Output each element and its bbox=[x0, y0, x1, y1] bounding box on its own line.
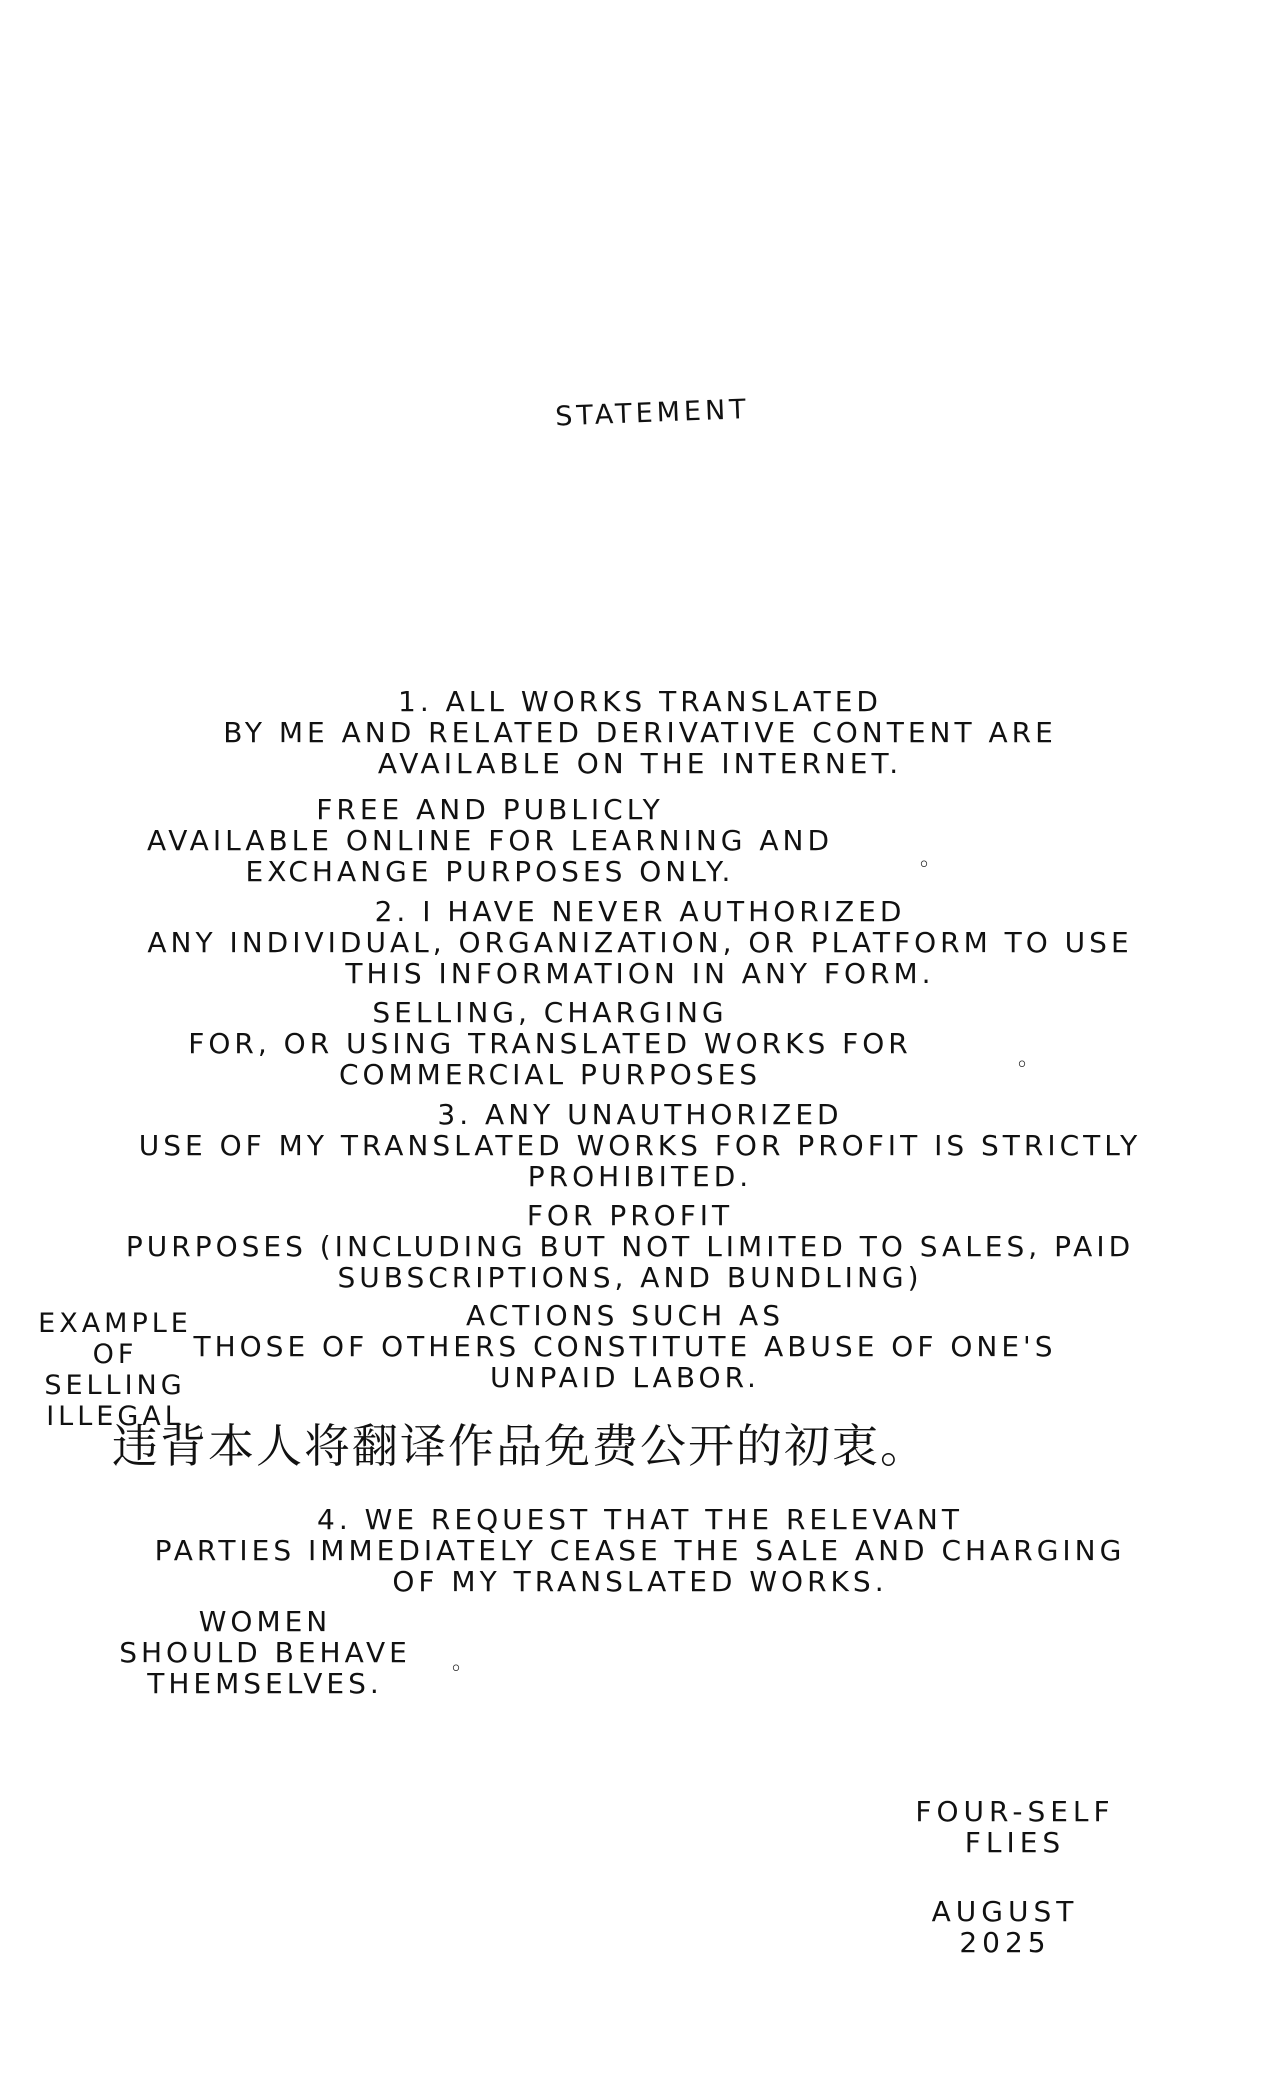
section-3-intro bbox=[130, 1099, 1150, 1192]
page-title-text: STATEMENT bbox=[554, 393, 751, 433]
text-line: OF MY TRANSLATED WORKS. bbox=[392, 1565, 888, 1598]
section-2-detail bbox=[170, 997, 930, 1090]
section-2-intro bbox=[140, 896, 1140, 989]
text-line: ANY INDIVIDUAL, ORGANIZATION, OR PLATFORM TO USE bbox=[147, 926, 1133, 959]
text-line: AVAILABLE ONLINE FOR LEARNING AND bbox=[146, 824, 834, 857]
text-line: THIS INFORMATION IN ANY FORM. bbox=[345, 957, 935, 990]
punctuation-mark: 。 bbox=[1018, 1046, 1041, 1071]
chinese-text-line: 违背本人将翻译作品免费公开的初衷。 bbox=[112, 1419, 928, 1473]
text-line: BY ME AND RELATED DERIVATIVE CONTENT ARE bbox=[223, 716, 1057, 749]
section-3-abuse bbox=[180, 1300, 1070, 1393]
text-line: FLIES bbox=[964, 1826, 1066, 1859]
text-line: FOUR-SELF bbox=[915, 1795, 1115, 1828]
page-title bbox=[0, 374, 1275, 454]
text-line: ACTIONS SUCH AS bbox=[466, 1299, 784, 1332]
text-line: FOR, OR USING TRANSLATED WORKS FOR bbox=[188, 1027, 912, 1060]
text-line: UNPAID LABOR. bbox=[490, 1361, 760, 1394]
section-1-detail bbox=[140, 794, 840, 887]
text-line: WOMEN bbox=[198, 1605, 332, 1638]
text-line: PURPOSES (INCLUDING BUT NOT LIMITED TO SALES, PAID bbox=[125, 1230, 1135, 1263]
text-line: SELLING, CHARGING bbox=[372, 996, 728, 1029]
punctuation-mark: 。 bbox=[452, 1650, 475, 1675]
text-line: THOSE OF OTHERS CONSTITUTE ABUSE OF ONE'S bbox=[193, 1330, 1057, 1363]
punctuation-mark: 。 bbox=[920, 846, 943, 871]
text-line: PROHIBITED. bbox=[527, 1160, 753, 1193]
text-line: SELLING bbox=[44, 1370, 186, 1401]
text-line: FREE AND PUBLICLY bbox=[316, 793, 664, 826]
text-line: OF bbox=[92, 1339, 138, 1370]
section-4-intro bbox=[140, 1504, 1140, 1597]
author-signature bbox=[900, 1796, 1130, 1858]
signature-date bbox=[890, 1896, 1120, 1958]
text-line: 1. ALL WORKS TRANSLATED bbox=[398, 685, 882, 718]
text-line: 3. ANY UNAUTHORIZED bbox=[437, 1098, 843, 1131]
text-line: 4. WE REQUEST THAT THE RELEVANT bbox=[317, 1503, 963, 1536]
section-4-detail bbox=[100, 1606, 430, 1699]
text-line: AVAILABLE ON THE INTERNET. bbox=[377, 747, 903, 780]
text-line: 2025 bbox=[959, 1926, 1051, 1959]
text-line: EXAMPLE bbox=[38, 1308, 192, 1339]
section-3-detail bbox=[120, 1200, 1140, 1293]
text-line: COMMERCIAL PURPOSES bbox=[338, 1058, 762, 1091]
text-line: EXCHANGE PURPOSES ONLY. bbox=[245, 855, 735, 888]
text-line: AUGUST bbox=[931, 1895, 1079, 1928]
text-line: FOR PROFIT bbox=[526, 1199, 734, 1232]
section-1-intro bbox=[215, 686, 1065, 779]
text-line: SHOULD BEHAVE bbox=[119, 1636, 411, 1669]
text-line: PARTIES IMMEDIATELY CEASE THE SALE AND CHARGING bbox=[154, 1534, 1126, 1567]
text-line: SUBSCRIPTIONS, AND BUNDLING) bbox=[337, 1261, 923, 1294]
text-line: 2. I HAVE NEVER AUTHORIZED bbox=[374, 895, 906, 928]
text-line: ILLEGAL bbox=[46, 1401, 184, 1432]
text-line: THEMSELVES. bbox=[147, 1667, 383, 1700]
text-line: USE OF MY TRANSLATED WORKS FOR PROFIT IS STRICTLY bbox=[138, 1129, 1142, 1162]
